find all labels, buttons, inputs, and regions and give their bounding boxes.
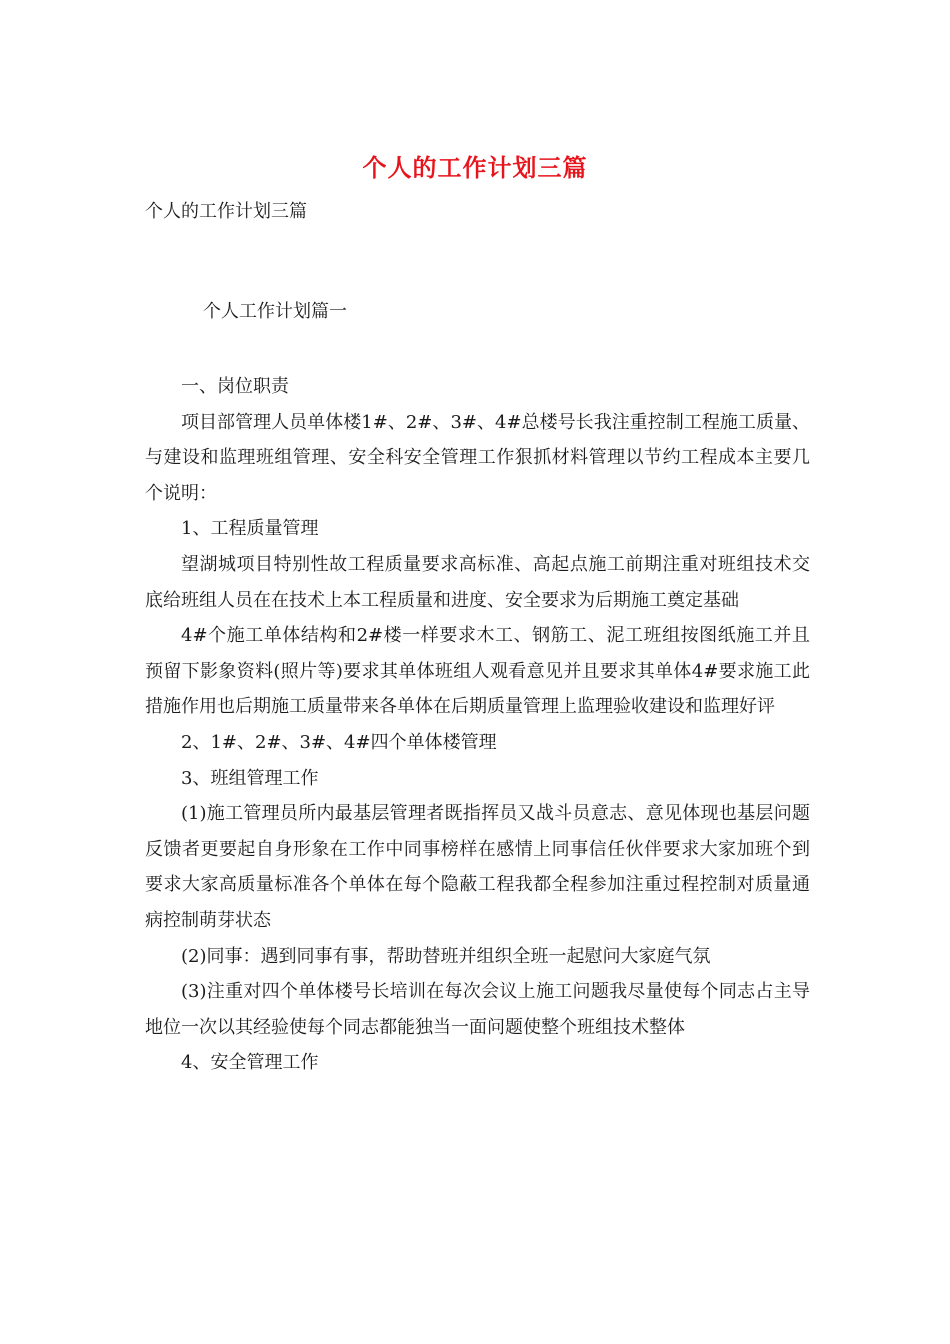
paragraph: 项目部管理人员单体楼1#、2#、3#、4#总楼号长我注重控制工程施工质量、与建设和监理班组管理、安全科安全管理工作狠抓材料管理以节约工程成本主要几个说明： (145, 411, 810, 504)
paragraph: 4#个施工单体结构和2#楼一样要求木工、钢筋工、泥工班组按图纸施工并且预留下影象资料(照片等)要求其单体班组人观看意见并且要求其单体4#要求施工此措施作用也后期施工质量带来各单体在后期质量管理上监理验收建设和监理好评 (145, 625, 810, 718)
paragraph: (2)同事：遇到同事有事，帮助替班并组织全班一起慰问大家庭气氛 (181, 945, 711, 967)
section-heading: 个人工作计划篇一 (203, 301, 347, 322)
document-body (145, 369, 810, 1081)
document-subtitle: 个人的工作计划三篇 (145, 201, 307, 222)
paragraph: 望湖城项目特别性故工程质量要求高标准、高起点施工前期注重对班组技术交底给班组人员在在技术上本工程质量和进度、安全要求为后期施工奠定基础 (145, 553, 810, 611)
paragraph-heading-buildings: 2、1#、2#、3#、4#四个单体楼管理 (181, 731, 497, 753)
document-title: 个人的工作计划三篇 (362, 153, 588, 182)
paragraph-heading-team: 3、班组管理工作 (181, 767, 319, 789)
paragraph-heading-duties: 一、岗位职责 (181, 376, 289, 397)
paragraph-heading-safety: 4、安全管理工作 (181, 1052, 319, 1074)
paragraph: (1)施工管理员所内最基层管理者既指挥员又战斗员意志、意见体现也基层问题反馈者更要起自身形象在工作中同事榜样在感情上同事信任伙伴要求大家加班个到要求大家高质量标准各个单体在每个隐蔽工程我都全程参加注重过程控制对质量通病控制萌芽状态 (145, 803, 810, 931)
paragraph-heading-quality: 1、工程质量管理 (181, 518, 319, 540)
paragraph: (3)注重对四个单体楼号长培训在每次会议上施工问题我尽量使每个同志占主导地位一次以其经验使每个同志都能独当一面问题使整个班组技术整体 (145, 981, 810, 1038)
